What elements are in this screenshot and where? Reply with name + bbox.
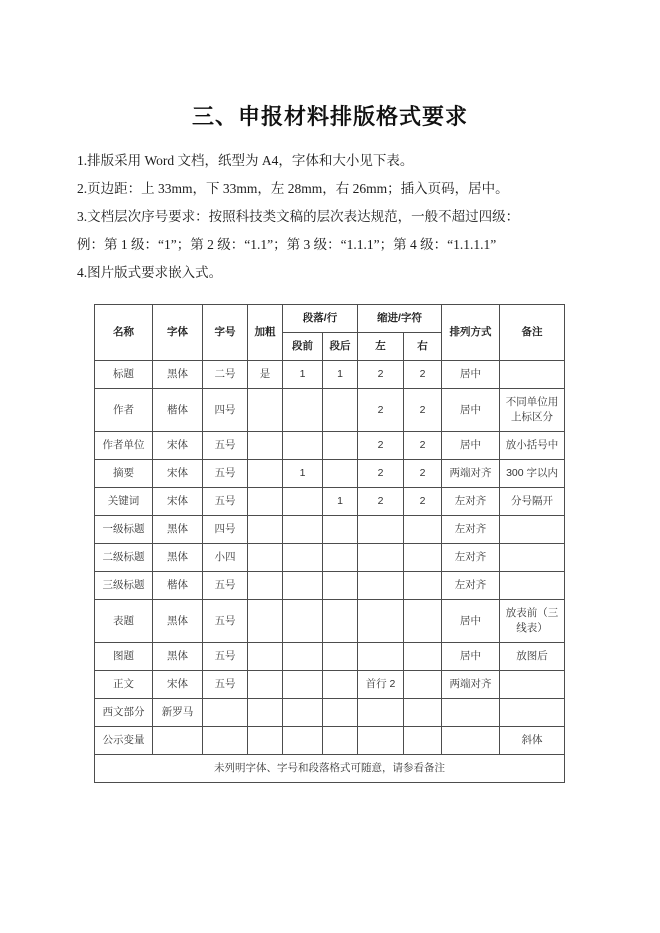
cell-bold: [248, 671, 283, 699]
cell-name: 图题: [95, 643, 153, 671]
cell-font: 黑体: [153, 361, 203, 389]
cell-align: 两端对齐: [442, 460, 500, 488]
paragraph-line-2: 2.页边距：上 33mm，下 33mm，左 28mm，右 26mm；插入页码，居中。: [77, 181, 509, 196]
cell-indent-right: 2: [404, 488, 442, 516]
header-space-before: 段前: [283, 333, 323, 361]
cell-space-after: [323, 460, 358, 488]
cell-indent-left: [358, 600, 404, 643]
cell-remark: 300 字以内: [500, 460, 565, 488]
cell-align: 居中: [442, 432, 500, 460]
footer-row: [95, 755, 565, 783]
cell-size: 五号: [203, 572, 248, 600]
cell-space-after: 1: [323, 488, 358, 516]
table-row: [95, 432, 565, 460]
header-space-after: 段后: [323, 333, 358, 361]
cell-indent-left: 2: [358, 361, 404, 389]
cell-font: 黑体: [153, 516, 203, 544]
cell-name: 作者: [95, 389, 153, 432]
cell-align: 居中: [442, 361, 500, 389]
cell-name: 三级标题: [95, 572, 153, 600]
cell-size: 四号: [203, 389, 248, 432]
header-font: 字体: [153, 305, 203, 361]
cell-indent-right: [404, 516, 442, 544]
cell-name: 二级标题: [95, 544, 153, 572]
cell-name: 西文部分: [95, 699, 153, 727]
cell-indent-left: 2: [358, 488, 404, 516]
cell-space-after: [323, 671, 358, 699]
header-indent-right: 右: [404, 333, 442, 361]
cell-align: [442, 727, 500, 755]
cell-size: 五号: [203, 488, 248, 516]
header-indent-group: 缩进/字符: [358, 305, 442, 333]
cell-space-before: [283, 643, 323, 671]
cell-space-before: [283, 727, 323, 755]
cell-space-after: [323, 432, 358, 460]
cell-font: 宋体: [153, 488, 203, 516]
cell-space-after: [323, 643, 358, 671]
body-paragraphs: [77, 147, 600, 287]
cell-indent-right: 2: [404, 432, 442, 460]
cell-space-before: [283, 389, 323, 432]
cell-remark: 斜体: [500, 727, 565, 755]
cell-align: 两端对齐: [442, 671, 500, 699]
cell-name: 公示变量: [95, 727, 153, 755]
page-title: 三、申报材料排版格式要求: [191, 104, 468, 129]
cell-bold: [248, 432, 283, 460]
cell-font: 楷体: [153, 572, 203, 600]
cell-align: [442, 699, 500, 727]
cell-space-after: [323, 572, 358, 600]
cell-font: 黑体: [153, 643, 203, 671]
cell-remark: [500, 572, 565, 600]
paragraph-line-3: 3.文档层次序号要求：按照科技类文稿的层次表达规范，一般不超过四级：: [77, 209, 520, 224]
cell-indent-right: [404, 544, 442, 572]
cell-bold: [248, 488, 283, 516]
cell-indent-left: [358, 516, 404, 544]
cell-name: 正文: [95, 671, 153, 699]
cell-bold: [248, 727, 283, 755]
cell-space-before: [283, 516, 323, 544]
cell-size: 五号: [203, 643, 248, 671]
cell-indent-left: [358, 544, 404, 572]
cell-align: 左对齐: [442, 572, 500, 600]
cell-indent-right: [404, 671, 442, 699]
table-row: [95, 516, 565, 544]
cell-align: 左对齐: [442, 516, 500, 544]
cell-align: 左对齐: [442, 488, 500, 516]
cell-indent-right: [404, 572, 442, 600]
cell-indent-right: 2: [404, 460, 442, 488]
cell-indent-right: 2: [404, 389, 442, 432]
cell-bold: [248, 600, 283, 643]
cell-name: 摘要: [95, 460, 153, 488]
cell-size: 五号: [203, 460, 248, 488]
cell-font: 黑体: [153, 600, 203, 643]
cell-remark: [500, 361, 565, 389]
cell-name: 标题: [95, 361, 153, 389]
table-row: [95, 460, 565, 488]
cell-indent-right: [404, 643, 442, 671]
cell-space-after: [323, 600, 358, 643]
cell-bold: [248, 516, 283, 544]
cell-bold: [248, 572, 283, 600]
cell-remark: [500, 516, 565, 544]
cell-indent-right: [404, 600, 442, 643]
cell-font: 宋体: [153, 671, 203, 699]
cell-remark: 分号隔开: [500, 488, 565, 516]
cell-bold: 是: [248, 361, 283, 389]
cell-name: 一级标题: [95, 516, 153, 544]
cell-size: [203, 699, 248, 727]
table-row: [95, 361, 565, 389]
paragraph-line-4: 例：第 1 级：“1”；第 2 级：“1.1”；第 3 级：“1.1.1”；第 4 级：“1.1.1.1”: [77, 237, 497, 252]
cell-indent-left: 2: [358, 432, 404, 460]
cell-indent-left: 2: [358, 389, 404, 432]
header-bold: 加粗: [248, 305, 283, 361]
cell-font: 宋体: [153, 460, 203, 488]
cell-space-before: [283, 671, 323, 699]
cell-bold: [248, 699, 283, 727]
cell-space-before: 1: [283, 361, 323, 389]
cell-space-after: [323, 699, 358, 727]
cell-remark: 不同单位用上标区分: [500, 389, 565, 432]
cell-space-after: 1: [323, 361, 358, 389]
cell-font: [153, 727, 203, 755]
cell-size: 五号: [203, 600, 248, 643]
cell-remark: 放小括号中: [500, 432, 565, 460]
cell-indent-left: [358, 643, 404, 671]
format-requirements-table: [94, 304, 565, 783]
cell-indent-right: [404, 699, 442, 727]
cell-space-before: [283, 544, 323, 572]
cell-space-after: [323, 516, 358, 544]
table-row: [95, 600, 565, 643]
cell-space-before: [283, 572, 323, 600]
cell-size: 小四: [203, 544, 248, 572]
cell-space-before: 1: [283, 460, 323, 488]
cell-size: 五号: [203, 432, 248, 460]
header-row-top: [95, 305, 565, 333]
cell-font: 新罗马: [153, 699, 203, 727]
table-body: [95, 361, 565, 755]
cell-size: 四号: [203, 516, 248, 544]
table-row: [95, 389, 565, 432]
cell-align: 居中: [442, 643, 500, 671]
header-align: 排列方式: [442, 305, 500, 361]
header-name: 名称: [95, 305, 153, 361]
cell-space-after: [323, 727, 358, 755]
header-paragraph-group: 段落/行: [283, 305, 358, 333]
table-header: [95, 305, 565, 361]
table-row: [95, 699, 565, 727]
table-row: [95, 643, 565, 671]
cell-indent-left: 2: [358, 460, 404, 488]
cell-size: 二号: [203, 361, 248, 389]
paragraph-line-1: 1.排版采用 Word 文档，纸型为 A4，字体和大小见下表。: [77, 153, 414, 168]
table-row: [95, 488, 565, 516]
cell-name: 表题: [95, 600, 153, 643]
cell-space-before: [283, 432, 323, 460]
header-size: 字号: [203, 305, 248, 361]
cell-font: 楷体: [153, 389, 203, 432]
table-row: [95, 572, 565, 600]
cell-indent-left: [358, 572, 404, 600]
cell-space-after: [323, 389, 358, 432]
cell-indent-left: 首行 2: [358, 671, 404, 699]
footer-note: 未列明字体、字号和段落格式可随意，请参看备注: [95, 755, 565, 783]
cell-remark: 放图后: [500, 643, 565, 671]
header-indent-left: 左: [358, 333, 404, 361]
cell-remark: [500, 699, 565, 727]
cell-name: 关键词: [95, 488, 153, 516]
cell-name: 作者单位: [95, 432, 153, 460]
cell-bold: [248, 643, 283, 671]
header-remark: 备注: [500, 305, 565, 361]
cell-bold: [248, 460, 283, 488]
cell-align: 居中: [442, 389, 500, 432]
cell-align: 居中: [442, 600, 500, 643]
cell-space-before: [283, 488, 323, 516]
cell-space-after: [323, 544, 358, 572]
table-row: [95, 727, 565, 755]
cell-remark: 放表前（三线表）: [500, 600, 565, 643]
cell-size: 五号: [203, 671, 248, 699]
cell-align: 左对齐: [442, 544, 500, 572]
cell-indent-left: [358, 699, 404, 727]
cell-font: 黑体: [153, 544, 203, 572]
cell-space-before: [283, 600, 323, 643]
cell-space-before: [283, 699, 323, 727]
paragraph-line-5: 4.图片版式要求嵌入式。: [77, 265, 223, 280]
table-footer: [95, 755, 565, 783]
cell-indent-left: [358, 727, 404, 755]
cell-indent-right: 2: [404, 361, 442, 389]
cell-bold: [248, 389, 283, 432]
cell-bold: [248, 544, 283, 572]
cell-size: [203, 727, 248, 755]
table-row: [95, 544, 565, 572]
cell-indent-right: [404, 727, 442, 755]
cell-remark: [500, 544, 565, 572]
cell-remark: [500, 671, 565, 699]
cell-font: 宋体: [153, 432, 203, 460]
table-row: [95, 671, 565, 699]
